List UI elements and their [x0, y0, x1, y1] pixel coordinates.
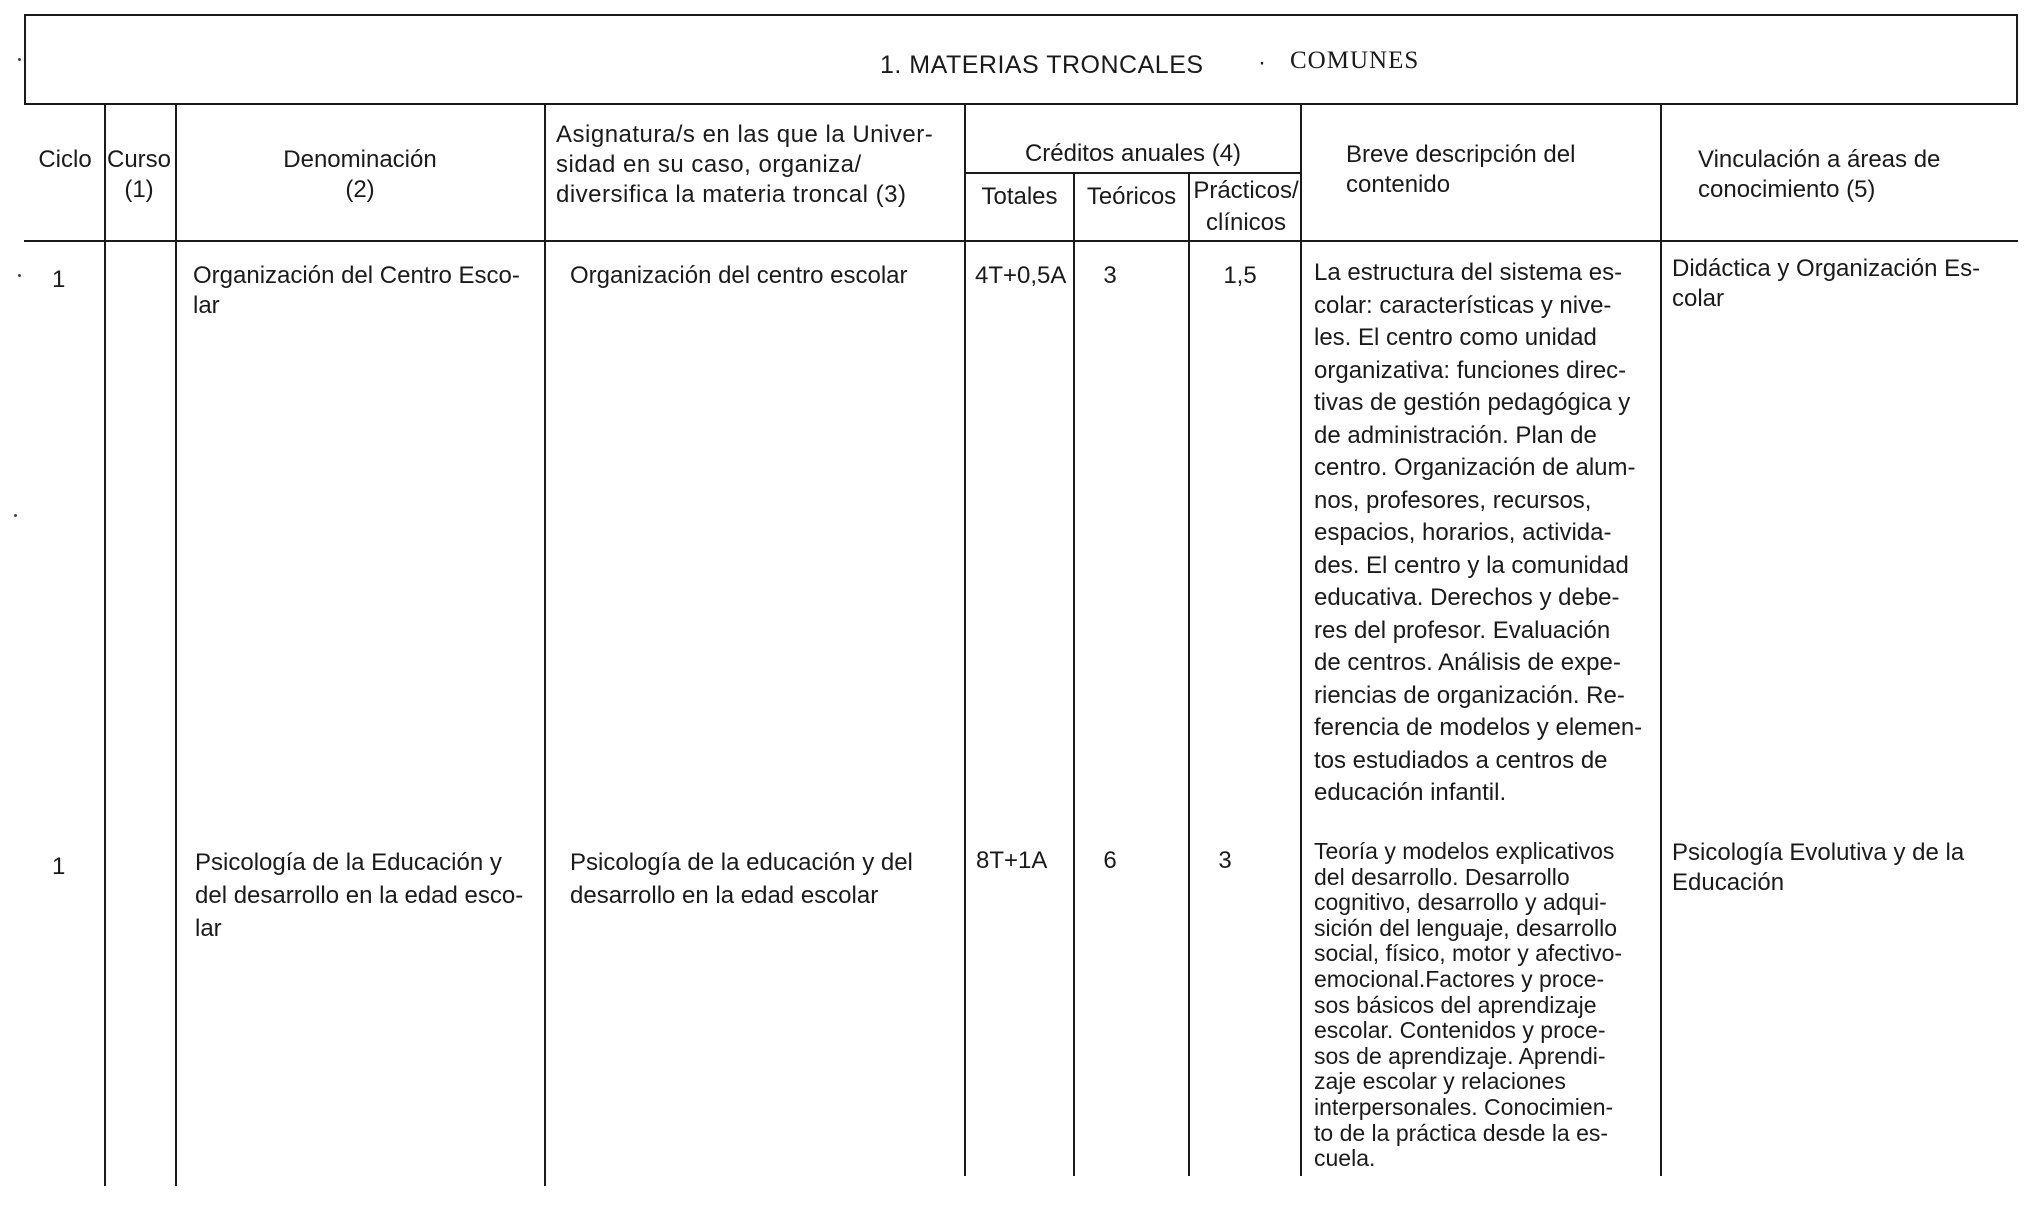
row-1-denominacion: Organización del Centro Esco- lar — [193, 262, 520, 319]
column-rule — [175, 103, 177, 1186]
row-2-vinculacion: Psicología Evolutiva y de la Educación — [1672, 839, 1965, 896]
row-1-descripcion: La estructura del sistema es- colar: características y nive- les. El centro como unidad organizativa: funciones direc- tivas de gestión pedagógica y de administración. Plan de centro. Organización de alum- nos, profesores, recursos, espacios, horarios, activida- des. El centro y la comunidad educativa. Derechos y debe- res del profesor. Evaluación de centros. Análisis de expe- riencias de organización. Re- ferencia de modelos y elemen- tos estudiados a centros de educación infantil. — [1314, 259, 1643, 806]
row-2-asignatura: Psicología de la educación y del desarrollo en la edad escolar — [570, 849, 913, 909]
row-1-teoricos: 3 — [1103, 262, 1117, 289]
row-2-teoricos: 6 — [1103, 847, 1117, 874]
scan-speck — [18, 274, 21, 277]
scan-speck — [14, 514, 17, 517]
row-2-denominacion: Psicología de la Educación y del desarrollo en la edad esco- lar — [195, 849, 524, 942]
title-bottom-border — [24, 103, 2018, 105]
header-descripcion: Breve descripción del contenido — [1346, 141, 1576, 198]
header-denominacion: Denominación (2) — [283, 146, 437, 203]
header-asignaturas: Asignatura/s en las que la Univer- sidad en su caso, organiza/ diversifica la materia troncal (3) — [556, 121, 934, 208]
page-title: 1. MATERIAS TRONCALES — [880, 51, 1204, 79]
header-practicos: Prácticos/ clínicos — [1193, 177, 1299, 236]
header-bottom-border — [24, 240, 2018, 242]
row-2-descripcion: Teoría y modelos explicativos del desarrollo. Desarrollo cognitivo, desarrollo y adqui- sición del lenguaje, desarrollo social, físico, motor y afectivo- emocional.Factores y proce- sos básicos del aprendizaje escolar. Contenidos y proce- sos de aprendizaje. Aprendi- zaje escolar y relaciones interpersonales. Conocimien- to de la práctica desde la es- cuela. — [1314, 838, 1623, 1172]
column-rule — [964, 103, 966, 1176]
row-1-vinculacion: Didáctica y Organización Es- colar — [1672, 255, 1981, 312]
creditos-subheader-rule — [964, 172, 1300, 174]
row-1-totales: 4T+0,5A — [975, 262, 1067, 289]
row-2-ciclo: 1 — [52, 853, 66, 880]
column-rule — [1188, 172, 1190, 1176]
header-curso: Curso (1) — [106, 146, 172, 203]
title-separator: · — [1258, 49, 1266, 76]
header-vinculacion: Vinculación a áreas de conocimiento (5) — [1698, 146, 1941, 203]
column-rule — [104, 103, 106, 1186]
row-1-practicos: 1,5 — [1223, 262, 1257, 289]
table-top-border — [24, 14, 2018, 16]
row-1-asignatura: Organización del centro escolar — [570, 262, 908, 289]
column-rule — [1300, 103, 1302, 1176]
header-totales: Totales — [981, 183, 1058, 210]
column-rule — [1073, 172, 1075, 1176]
page-subtitle: COMUNES — [1290, 47, 1420, 74]
header-ciclo: Ciclo — [38, 146, 92, 173]
column-rule — [1660, 103, 1662, 1176]
scan-speck — [18, 58, 21, 61]
row-2-totales: 8T+1A — [976, 847, 1048, 874]
header-creditos: Créditos anuales (4) — [1024, 140, 1242, 167]
table-right-border — [2016, 14, 2018, 105]
row-1-ciclo: 1 — [52, 266, 66, 293]
row-2-practicos: 3 — [1218, 847, 1232, 874]
header-teoricos: Teóricos — [1086, 183, 1177, 210]
table-left-border — [24, 14, 26, 105]
column-rule — [544, 103, 546, 1186]
